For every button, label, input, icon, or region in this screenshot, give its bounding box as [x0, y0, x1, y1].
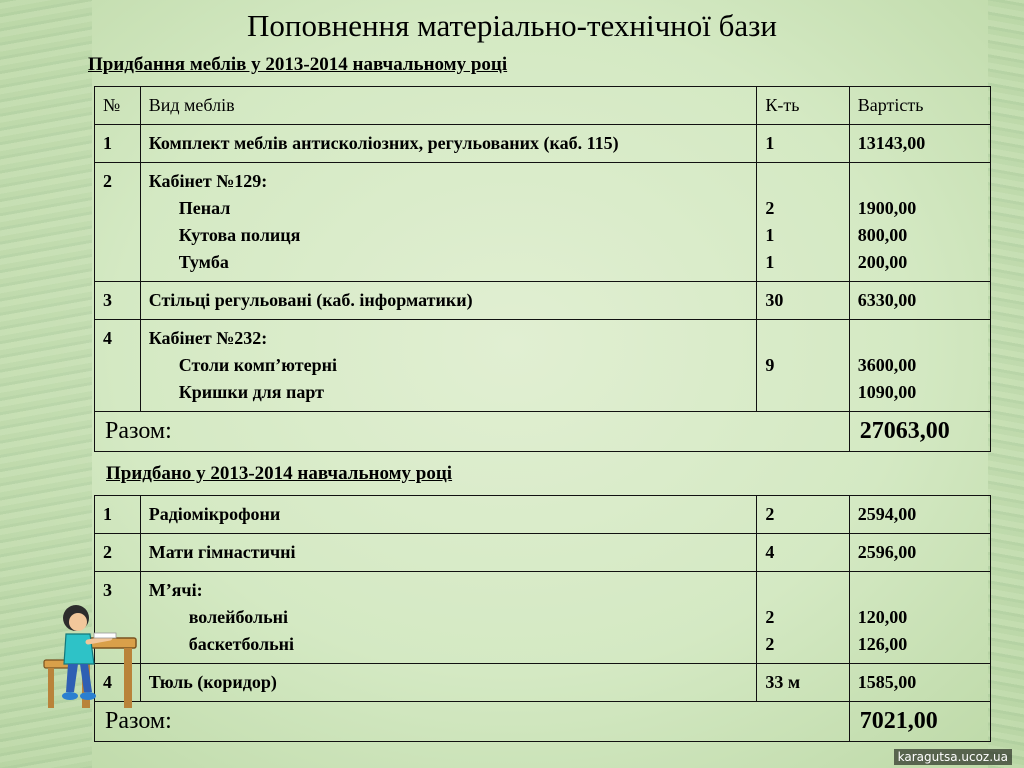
slide-title: Поповнення матеріально-технічної бази: [247, 8, 777, 43]
row-cost: 2594,00: [849, 496, 990, 534]
row-qty: 4: [757, 534, 849, 572]
row-name-group: [140, 320, 757, 412]
sub-qty: 1: [765, 225, 775, 245]
sub-cost: 3600,00: [857, 355, 917, 375]
row-num: 3: [95, 282, 141, 320]
row-qty: 2: [757, 496, 849, 534]
table-row: [95, 163, 991, 282]
sub-item: Тумба: [178, 252, 229, 272]
sub-cost: 1900,00: [857, 198, 917, 218]
row-num: 3: [95, 572, 141, 664]
sub-cost: 800,00: [857, 225, 908, 245]
row-cost: 1585,00: [849, 664, 990, 702]
row-cost: 6330,00: [849, 282, 990, 320]
row-qty-group: [757, 572, 849, 664]
total-value: 27063,00: [849, 412, 990, 452]
table-row: [95, 664, 991, 702]
row-num: 4: [95, 320, 141, 412]
row-cost: 2596,00: [849, 534, 990, 572]
sub-qty: 9: [765, 355, 775, 375]
total-label: Разом:: [95, 412, 850, 452]
header-cost: Вартість: [849, 87, 990, 125]
sub-item: Столи комп’ютерні: [178, 355, 337, 375]
sub-qty: 1: [765, 252, 775, 272]
row-name: Тюль (коридор): [140, 664, 757, 702]
sub-cost: 200,00: [857, 252, 908, 272]
header-qty: К-ть: [757, 87, 849, 125]
girl-at-desk-illustration: [30, 600, 140, 730]
header-num: №: [95, 87, 141, 125]
sub-cost: 126,00: [857, 634, 908, 654]
row-name: Мати гімнастичні: [140, 534, 757, 572]
row-name: Стільці регульовані (каб. інформатики): [140, 282, 757, 320]
table-header-row: [95, 87, 991, 125]
group-title: Кабінет №232:: [148, 328, 268, 348]
table-row: [95, 496, 991, 534]
total-row: [95, 702, 991, 742]
decorative-border-right: [988, 0, 1024, 768]
row-num: 1: [95, 496, 141, 534]
section1-heading: Придбання меблів у 2013-2014 навчальному році: [88, 54, 508, 75]
sub-qty: 2: [765, 634, 775, 654]
row-name-group: [140, 163, 757, 282]
row-qty: 1: [757, 125, 849, 163]
purchases-table: [94, 495, 991, 742]
row-qty: 30: [757, 282, 849, 320]
row-cost-group: [849, 163, 990, 282]
section2-heading: Придбано у 2013-2014 навчальному році: [106, 463, 453, 484]
table-row: [95, 320, 991, 412]
table-row: [95, 282, 991, 320]
table-row: [95, 572, 991, 664]
sub-item: баскетбольні: [188, 634, 294, 654]
row-num: 2: [95, 163, 141, 282]
watermark: karagutsa.ucoz.ua: [894, 749, 1012, 765]
group-title: Кабінет №129:: [148, 171, 268, 191]
group-title: М’ячі:: [148, 580, 203, 600]
row-qty-group: [757, 163, 849, 282]
row-num: 4: [95, 664, 141, 702]
total-value: 7021,00: [849, 702, 990, 742]
total-row: [95, 412, 991, 452]
row-cost-group: [849, 572, 990, 664]
sub-item: Кутова полиця: [178, 225, 301, 245]
table-row: [95, 534, 991, 572]
sub-cost: 1090,00: [857, 382, 917, 402]
row-name-group: [140, 572, 757, 664]
row-cost: 13143,00: [849, 125, 990, 163]
row-qty-group: [757, 320, 849, 412]
sub-qty: 2: [765, 198, 775, 218]
sub-item: волейбольні: [188, 607, 289, 627]
sub-item: Кришки для парт: [178, 382, 325, 402]
header-name: Вид меблів: [140, 87, 757, 125]
sub-cost: 120,00: [857, 607, 908, 627]
furniture-table: [94, 86, 991, 452]
sub-item: Пенал: [178, 198, 231, 218]
row-num: 2: [95, 534, 141, 572]
sub-qty: 2: [765, 607, 775, 627]
row-name: Комплект меблів антисколіозних, регульованих (каб. 115): [140, 125, 757, 163]
row-qty: 33 м: [757, 664, 849, 702]
row-name: Радіомікрофони: [140, 496, 757, 534]
row-cost-group: [849, 320, 990, 412]
table-row: [95, 125, 991, 163]
total-label: Разом:: [95, 702, 850, 742]
row-num: 1: [95, 125, 141, 163]
